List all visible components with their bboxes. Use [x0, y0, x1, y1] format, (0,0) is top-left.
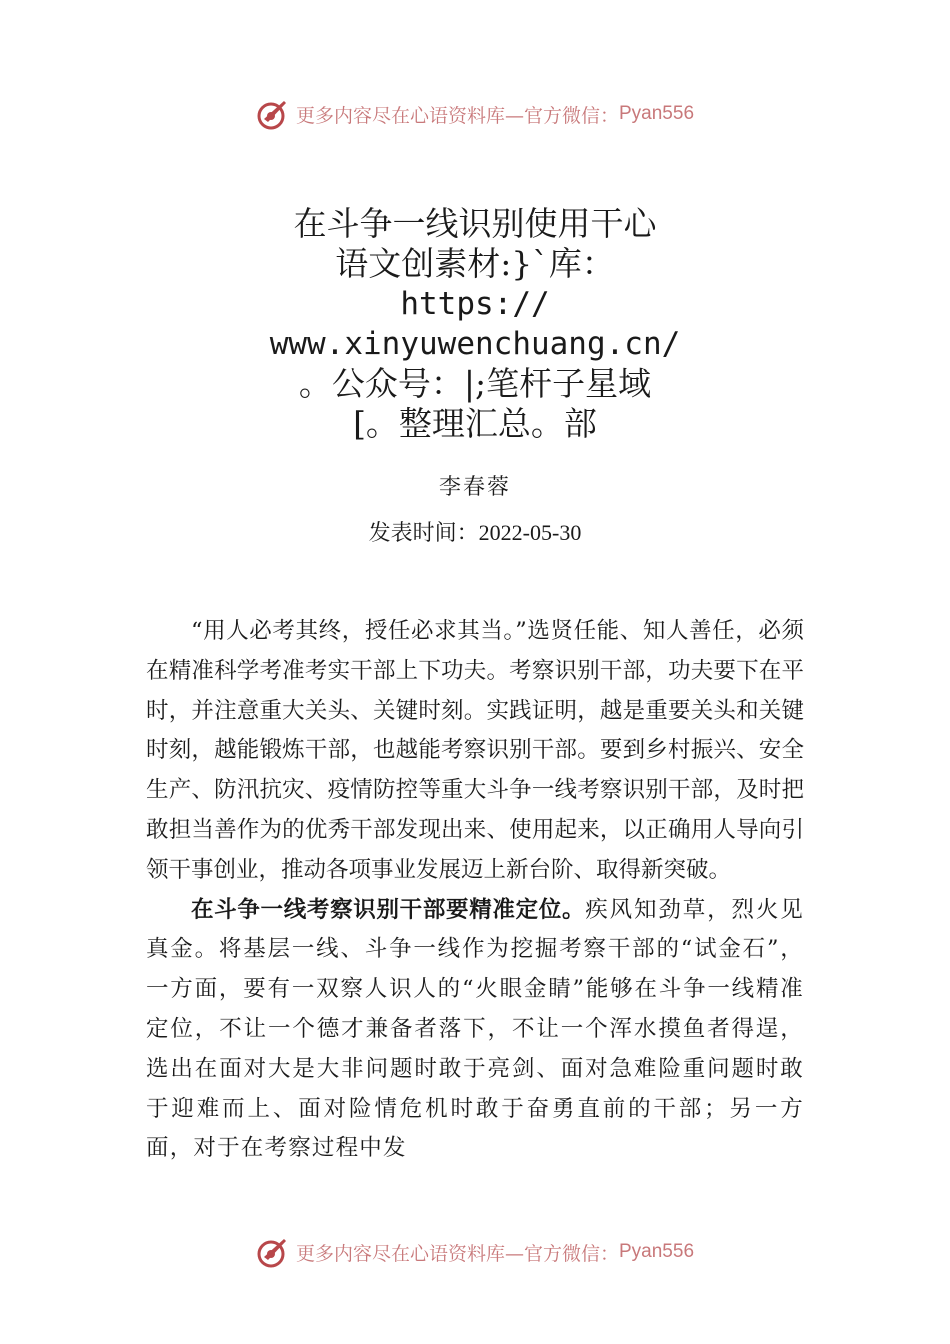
- banner-text: 更多内容尽在心语资料库—官方微信：: [295, 1242, 619, 1265]
- quill-logo-icon: [256, 1235, 290, 1269]
- publish-time: [0, 516, 950, 547]
- publish-label: 发表时间：: [368, 521, 479, 546]
- publish-date: 2022-05-30: [478, 520, 582, 545]
- banner-text: 更多内容尽在心语资料库—官方微信：: [295, 104, 619, 127]
- banner-wechat-id: Pyan556: [619, 103, 695, 124]
- title-line-1: 在斗争一线识别使用干心: [293, 204, 657, 243]
- article-body: [146, 612, 804, 1169]
- title-line-5: 。公众号：|;笔杆子星域: [298, 364, 652, 403]
- footer-banner: [0, 1232, 950, 1272]
- quill-logo-icon: [256, 97, 290, 131]
- header-banner: [0, 94, 950, 134]
- title-line-6: [。整理汇总。部: [353, 404, 597, 443]
- banner-wechat-id: Pyan556: [619, 1241, 695, 1262]
- paragraph-2-text: 疾风知劲草，烈火见真金。将基层一线、斗争一线作为挖掘考察干部的“试金石”，一方面，要有一双察人识人的“火眼金睛”能够在斗争一线精准定位，不让一个德才兼备者落下，不让一个浑水摸鱼者得逞，选出在面对大是大非问题时敢于亮剑、面对急难险重问题时敢于迎难而上、面对险情危机时敢于奋勇直前的干部；另一方面，对于在考察过程中发: [146, 896, 804, 1162]
- paragraph-1: “用人必考其终，授任必求其当。”选贤任能、知人善任，必须在精准科学考准考实干部上下功夫。考察识别干部，功夫要下在平时，并注意重大关头、关键时刻。实践证明，越是重要关头和关键时刻，越能锻炼干部，也越能考察识别干部。要到乡村振兴、安全生产、防汛抗灾、疫情防控等重大斗争一线考察识别干部，及时把敢担当善作为的优秀干部发现出来、使用起来，以正确用人导向引领干事创业，推动各项事业发展迈上新台阶、取得新突破。: [146, 618, 804, 883]
- title-line-2: 语文创素材:}`库：: [335, 244, 615, 283]
- title-line-3: https://: [400, 286, 550, 322]
- document-title: [0, 204, 950, 444]
- author-name: 李春蓉: [438, 475, 511, 500]
- paragraph-2: [146, 891, 804, 1170]
- paragraph-2-heading: 在斗争一线考察识别干部要精准定位。: [191, 896, 586, 923]
- title-line-4: www.xinyuwenchuang.cn/: [269, 326, 681, 362]
